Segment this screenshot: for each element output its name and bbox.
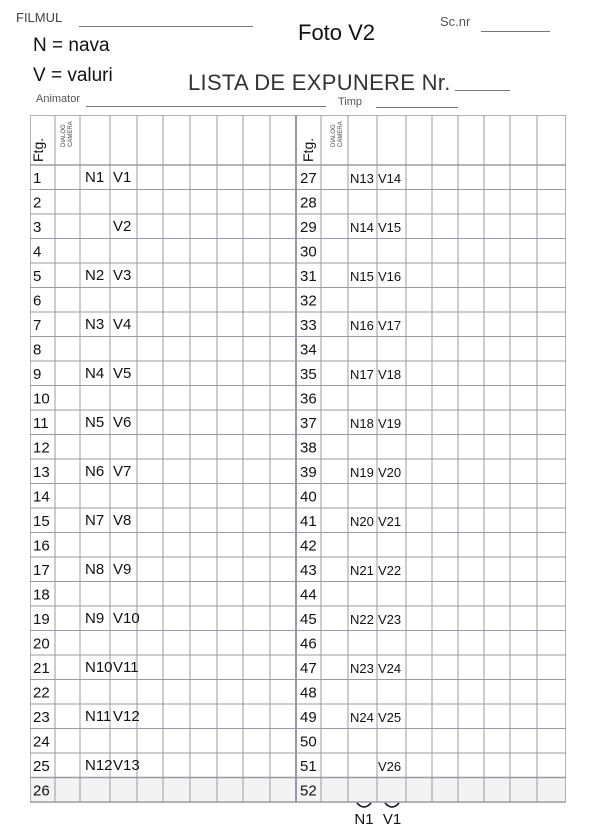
cell-nava: N23 [350, 661, 374, 676]
loop-mark-v1 [381, 797, 403, 827]
cell-nava: N17 [350, 367, 374, 382]
cell-nava: N12 [85, 757, 113, 774]
cell-valuri: V23 [378, 612, 402, 627]
frame-number: 18 [33, 586, 50, 604]
frame-number: 6 [33, 292, 42, 310]
frame-number: 19 [33, 611, 50, 628]
cell-valuri: V1 [113, 169, 132, 186]
frame-number: 50 [300, 733, 317, 751]
cell-valuri: V11 [113, 659, 139, 676]
loop-arrow-icon [382, 802, 402, 810]
left-column-header [30, 121, 74, 162]
frame-number: 22 [33, 684, 50, 702]
cell-valuri: V10 [113, 610, 140, 627]
cell-valuri: V12 [113, 708, 140, 725]
frame-number: 34 [300, 341, 317, 359]
frame-number: 4 [33, 243, 42, 261]
cell-nava: N19 [350, 465, 374, 480]
frame-number: 45 [300, 611, 317, 628]
frame-number: 1 [33, 170, 42, 187]
cell-nava: N7 [85, 512, 105, 529]
frame-number: 25 [33, 758, 50, 775]
cell-valuri: V8 [113, 512, 132, 529]
cell-nava: N14 [350, 220, 374, 235]
frame-number: 31 [300, 268, 317, 285]
cell-nava: N3 [85, 316, 105, 333]
cell-nava: N11 [85, 708, 112, 725]
frame-number: 37 [300, 415, 317, 432]
frame-number: 20 [33, 635, 50, 653]
cell-nava: N20 [350, 514, 374, 529]
col-ftg-left: Ftg. [30, 137, 46, 162]
cell-nava: N18 [350, 416, 374, 431]
cell-nava: N22 [350, 612, 374, 627]
animator-label: Animator [36, 93, 81, 105]
frame-number: 30 [300, 243, 317, 261]
cell-valuri: V14 [378, 171, 402, 186]
cell-valuri: V22 [378, 563, 402, 578]
cell-nava: N13 [350, 171, 374, 186]
frame-number: 24 [33, 733, 50, 751]
timp-field[interactable] [376, 107, 458, 108]
frame-number: 42 [300, 537, 317, 555]
cell-valuri: V19 [378, 416, 402, 431]
cell-valuri: V16 [378, 269, 402, 284]
cell-nava: N9 [85, 610, 105, 627]
cell-valuri: V5 [113, 365, 132, 382]
foto-title: Foto V2 [298, 20, 376, 45]
sheet-title: LISTA DE EXPUNERE Nr. [188, 70, 451, 95]
frame-number: 48 [300, 684, 317, 702]
frame-number: 15 [33, 513, 50, 530]
cell-nava: N10 [85, 659, 113, 676]
cell-valuri: V3 [113, 267, 132, 284]
cell-nava: N2 [85, 267, 105, 284]
frame-number: 8 [33, 341, 42, 359]
frame-number: 32 [300, 292, 317, 310]
frame-number: 38 [300, 439, 317, 457]
frame-number: 51 [300, 758, 317, 775]
cell-nava: N16 [350, 318, 374, 333]
cell-valuri: V20 [378, 465, 402, 480]
cell-valuri: V15 [378, 220, 402, 235]
cell-nava: N4 [85, 365, 105, 382]
cell-valuri: V24 [378, 661, 402, 676]
col-dialog-left: DIALOG [61, 124, 67, 147]
frame-number: 40 [300, 488, 317, 506]
frame-number: 11 [33, 415, 49, 432]
frame-number: 29 [300, 219, 317, 236]
cell-valuri: V4 [113, 316, 132, 333]
cell-valuri: V6 [113, 414, 132, 431]
legend-nava: N = nava [33, 35, 110, 56]
frame-number: 14 [33, 488, 50, 506]
loop-label-n1: N1 [354, 811, 374, 828]
loop-arrow-icon [354, 802, 374, 810]
frame-number: 7 [33, 317, 42, 334]
animator-field[interactable] [86, 106, 326, 107]
cell-valuri: V13 [113, 757, 140, 774]
frame-number: 10 [33, 390, 50, 408]
cell-valuri: V17 [378, 318, 402, 333]
frame-number: 43 [300, 562, 317, 579]
scene-number-label: Sc.nr [440, 14, 471, 29]
loop-mark-n1 [353, 797, 375, 827]
film-field[interactable] [79, 26, 253, 27]
frame-number: 28 [300, 194, 317, 212]
cell-nava: N24 [350, 710, 374, 725]
frame-number: 41 [300, 513, 317, 530]
exposure-sheet-grid [30, 115, 566, 805]
frame-number: 26 [33, 782, 50, 800]
col-camera-left: CAMERA [68, 121, 74, 147]
frame-number: 16 [33, 537, 50, 555]
right-column-header [300, 121, 344, 162]
frame-number: 13 [33, 464, 50, 481]
col-ftg-right: Ftg. [300, 137, 316, 162]
frame-number: 3 [33, 219, 42, 236]
frame-number: 27 [300, 170, 317, 187]
legend-valuri: V = valuri [33, 65, 113, 86]
cell-nava: N5 [85, 414, 105, 431]
cell-nava: N15 [350, 269, 374, 284]
frame-number: 44 [300, 586, 317, 604]
frame-number: 23 [33, 709, 50, 726]
cell-valuri: V7 [113, 463, 132, 480]
frame-number: 5 [33, 268, 42, 285]
timp-label: Timp [338, 96, 363, 108]
cell-valuri: V26 [378, 759, 402, 774]
frame-number: 33 [300, 317, 317, 334]
cell-nava: N6 [85, 463, 105, 480]
frame-number: 39 [300, 464, 317, 481]
frame-number: 35 [300, 366, 317, 383]
cell-valuri: V18 [378, 367, 402, 382]
frame-number: 2 [33, 194, 42, 212]
col-dialog-right: DIALOG [331, 124, 337, 147]
sheet-number-field[interactable] [455, 90, 510, 91]
frame-number: 12 [33, 439, 50, 457]
col-camera-right: CAMERA [338, 121, 344, 147]
frame-number: 17 [33, 562, 50, 579]
cell-valuri: V9 [113, 561, 132, 578]
scene-number-field[interactable] [481, 31, 550, 32]
cell-valuri: V2 [113, 218, 132, 235]
cell-valuri: V21 [378, 514, 402, 529]
film-label: FILMUL [16, 10, 63, 25]
frame-number: 36 [300, 390, 317, 408]
cell-nava: N1 [85, 169, 105, 186]
cell-nava: N21 [350, 563, 374, 578]
cell-valuri: V25 [378, 710, 402, 725]
frame-number: 52 [300, 782, 317, 800]
frame-number: 21 [33, 660, 50, 677]
frame-number: 47 [300, 660, 317, 677]
cell-nava: N8 [85, 561, 105, 578]
frame-number: 9 [33, 366, 42, 383]
frame-number: 49 [300, 709, 317, 726]
loop-label-v1: V1 [382, 811, 402, 828]
frame-number: 46 [300, 635, 317, 653]
